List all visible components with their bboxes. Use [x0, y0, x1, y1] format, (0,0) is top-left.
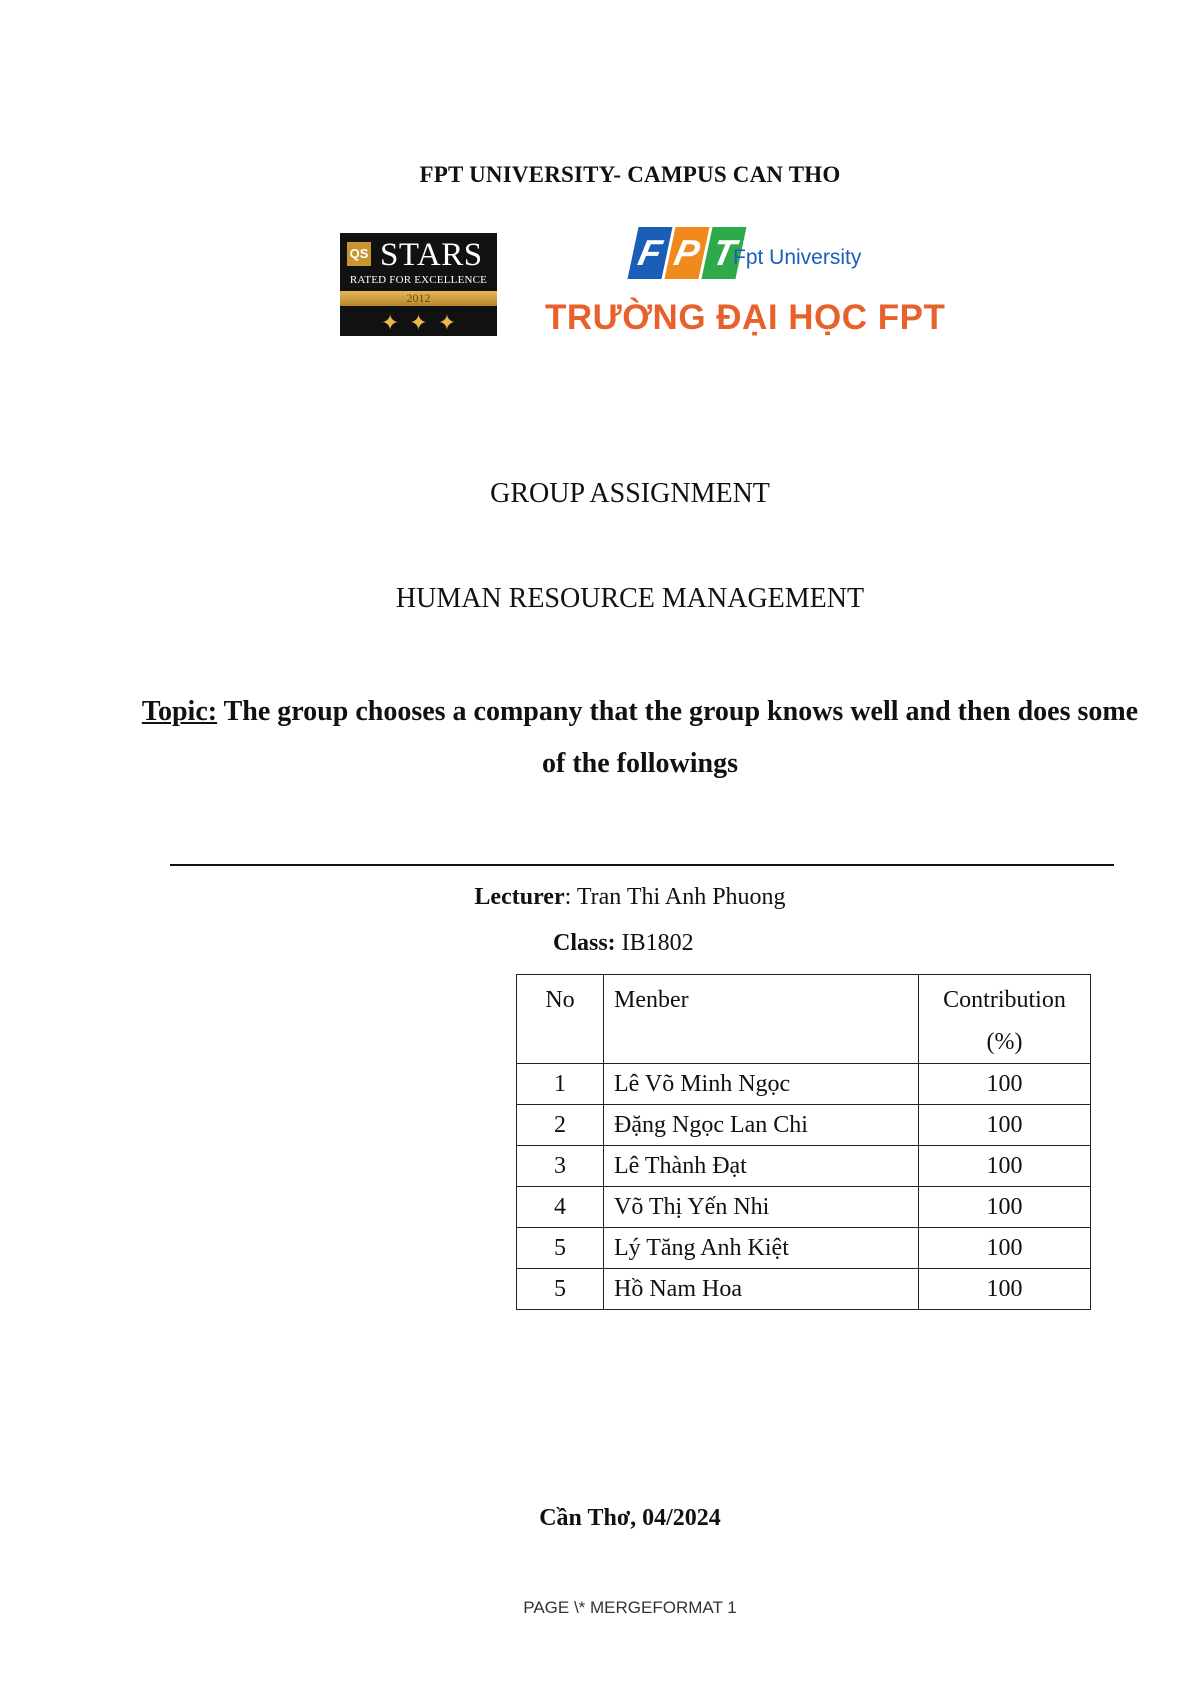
- row-name: Võ Thị Yến Nhi: [604, 1187, 919, 1228]
- page-footer: PAGE \* MERGEFORMAT 1: [523, 1598, 737, 1617]
- topic-label: Topic:: [141, 696, 218, 727]
- table-row: [517, 1146, 1091, 1187]
- header-contribution-label: Contribution: [943, 987, 1066, 1013]
- lecturer-label: Lecturer: [474, 884, 565, 910]
- table-row: [517, 1187, 1091, 1228]
- row-no: 1: [517, 1064, 604, 1105]
- table-row: [517, 1228, 1091, 1269]
- assignment-title: GROUP ASSIGNMENT: [490, 478, 770, 509]
- fpt-university-text: Fpt University: [733, 246, 862, 269]
- topic-text: The group chooses a company that the group knows well and then does some of the followings: [217, 696, 1139, 779]
- qs-star-icons: [340, 309, 497, 336]
- topic-paragraph: [140, 686, 1140, 790]
- star-icon: ✦: [409, 310, 428, 335]
- row-contribution: 100: [919, 1228, 1091, 1269]
- fpt-vietnamese-name: TRƯỜNG ĐẠI HỌC FPT: [545, 298, 946, 337]
- row-contribution: 100: [919, 1105, 1091, 1146]
- class-value: IB1802: [615, 930, 694, 956]
- place-date: Cần Thơ, 04/2024: [539, 1505, 721, 1531]
- row-contribution: 100: [919, 1187, 1091, 1228]
- header-no: No: [517, 975, 604, 1064]
- star-icon: ✦: [380, 310, 400, 335]
- fpt-letter-t: T: [701, 227, 746, 279]
- course-title: HUMAN RESOURCE MANAGEMENT: [395, 583, 865, 614]
- row-contribution: 100: [919, 1064, 1091, 1105]
- qs-stars-text: STARS: [380, 237, 483, 273]
- fpt-letter-f: F: [627, 227, 672, 279]
- row-no: 5: [517, 1269, 604, 1310]
- header-contribution-unit: (%): [986, 1029, 1023, 1055]
- lecturer-name: : Tran Thi Anh Phuong: [564, 884, 786, 910]
- row-contribution: 100: [919, 1146, 1091, 1187]
- header-member: Menber: [604, 975, 919, 1064]
- star-icon: ✦: [437, 310, 457, 335]
- qs-stars-logo: [340, 233, 497, 336]
- class-line: [553, 930, 694, 957]
- table-row: [517, 1105, 1091, 1146]
- row-name: Lý Tăng Anh Kiệt: [604, 1228, 919, 1269]
- row-name: Lê Thành Đạt: [604, 1146, 919, 1187]
- qs-year: 2012: [340, 291, 497, 306]
- lecturer-line: [0, 884, 1200, 911]
- row-contribution: 100: [919, 1269, 1091, 1310]
- qs-rated-text: RATED FOR EXCELLENCE: [349, 274, 488, 286]
- row-no: 3: [517, 1146, 604, 1187]
- row-no: 4: [517, 1187, 604, 1228]
- divider-line: [170, 864, 1114, 866]
- fpt-logo-mark: [633, 227, 741, 285]
- row-name: Hồ Nam Hoa: [604, 1269, 919, 1310]
- header-contribution: [919, 975, 1091, 1064]
- member-table: [516, 974, 1091, 1310]
- fpt-letter-p: P: [664, 227, 709, 279]
- university-title: FPT UNIVERSITY- CAMPUS CAN THO: [419, 162, 841, 187]
- row-name: Đặng Ngọc Lan Chi: [604, 1105, 919, 1146]
- table-header-row: [517, 975, 1091, 1064]
- row-name: Lê Võ Minh Ngọc: [604, 1064, 919, 1105]
- row-no: 5: [517, 1228, 604, 1269]
- table-row: [517, 1064, 1091, 1105]
- row-no: 2: [517, 1105, 604, 1146]
- table-row: [517, 1269, 1091, 1310]
- qs-badge: QS: [347, 242, 371, 266]
- class-label: Class:: [553, 930, 616, 956]
